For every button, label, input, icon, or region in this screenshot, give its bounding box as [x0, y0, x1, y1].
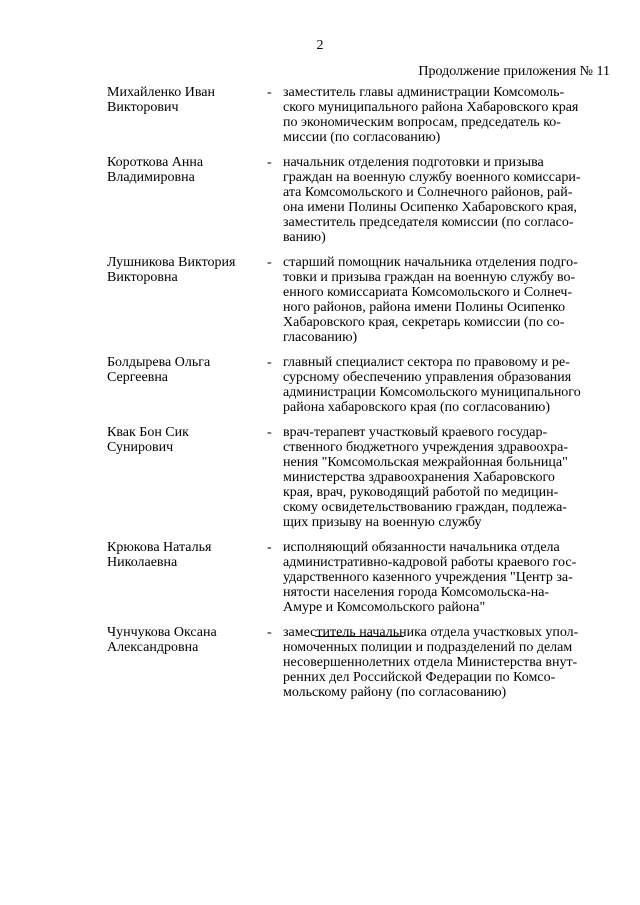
member-name: Лушникова Виктория Викторовна	[107, 255, 236, 285]
member-dash: -	[267, 255, 272, 270]
member-entry	[107, 355, 607, 415]
member-role: начальник отделения подготовки и призыва граждан на военную службу военного комиссари- ата Комсомольского и Солнечного районов, рай- она имени Полины Осипенко Хабаровского края, заместитель председателя комиссии (по согласо- ванию)	[283, 155, 581, 245]
commission-members-list	[107, 85, 607, 700]
member-role: главный специалист сектора по правовому и ре- сурсному обеспечению управления образования администрации Комсомольского муниципального района хабаровского края (по согласованию)	[283, 355, 581, 415]
member-dash: -	[267, 355, 272, 370]
member-role: врач-терапевт участковый краевого государ- ственного бюджетного учреждения здравоохра- нения "Комсомольская межрайонная больница" министерства здравоохранения Хабаровского края, врач, руководящий работой по медицин- скому освидетельствованию граждан, подлежа- щих призыву на военную службу	[283, 425, 568, 530]
member-dash: -	[267, 625, 272, 640]
member-entry	[107, 425, 607, 530]
member-entry	[107, 155, 607, 245]
member-entry	[107, 255, 607, 345]
appendix-continuation-note: Продолжение приложения № 11	[418, 64, 610, 79]
member-name: Чунчукова Оксана Александровна	[107, 625, 217, 655]
member-dash: -	[267, 155, 272, 170]
member-name: Короткова Анна Владимировна	[107, 155, 204, 185]
member-role: заместитель главы администрации Комсомоль- ского муниципального района Хабаровского края по экономическим вопросам, председатель ко- миссии (по согласованию)	[283, 85, 579, 145]
member-name: Болдырева Ольга Сергеевна	[107, 355, 211, 385]
member-dash: -	[267, 425, 272, 440]
member-name: Квак Бон Сик Сунирович	[107, 425, 189, 455]
member-name: Михайленко Иван Викторович	[107, 85, 215, 115]
member-role: заместитель начальника отдела участковых упол- номоченных полиции и подразделений по делам несовершеннолетних отдела Министерства внут- ренних дел Российской Федерации по Комсо- мольскому району (по согласованию)	[283, 625, 579, 700]
member-entry	[107, 540, 607, 615]
member-dash: -	[267, 85, 272, 100]
closing-rule-divider	[315, 636, 404, 637]
member-name: Крюкова Наталья Николаевна	[107, 540, 212, 570]
member-dash: -	[267, 540, 272, 555]
member-role: исполняющий обязанности начальника отдела административно-кадровой работы краевого гос- ударственного казенного учреждения "Центр за- нятости населения города Комсомольска-на- Амуре и Комсомольского района"	[283, 540, 577, 615]
member-entry	[107, 85, 607, 145]
member-role: старший помощник начальника отделения подго- товки и призыва граждан на военную службу во- енного комиссариата Комсомольского и Солнеч- ного районов, района имени Полины Осипенко Хабаровского края, секретарь комиссии (по со- гласованию)	[283, 255, 578, 345]
page-number: 2	[316, 38, 324, 53]
